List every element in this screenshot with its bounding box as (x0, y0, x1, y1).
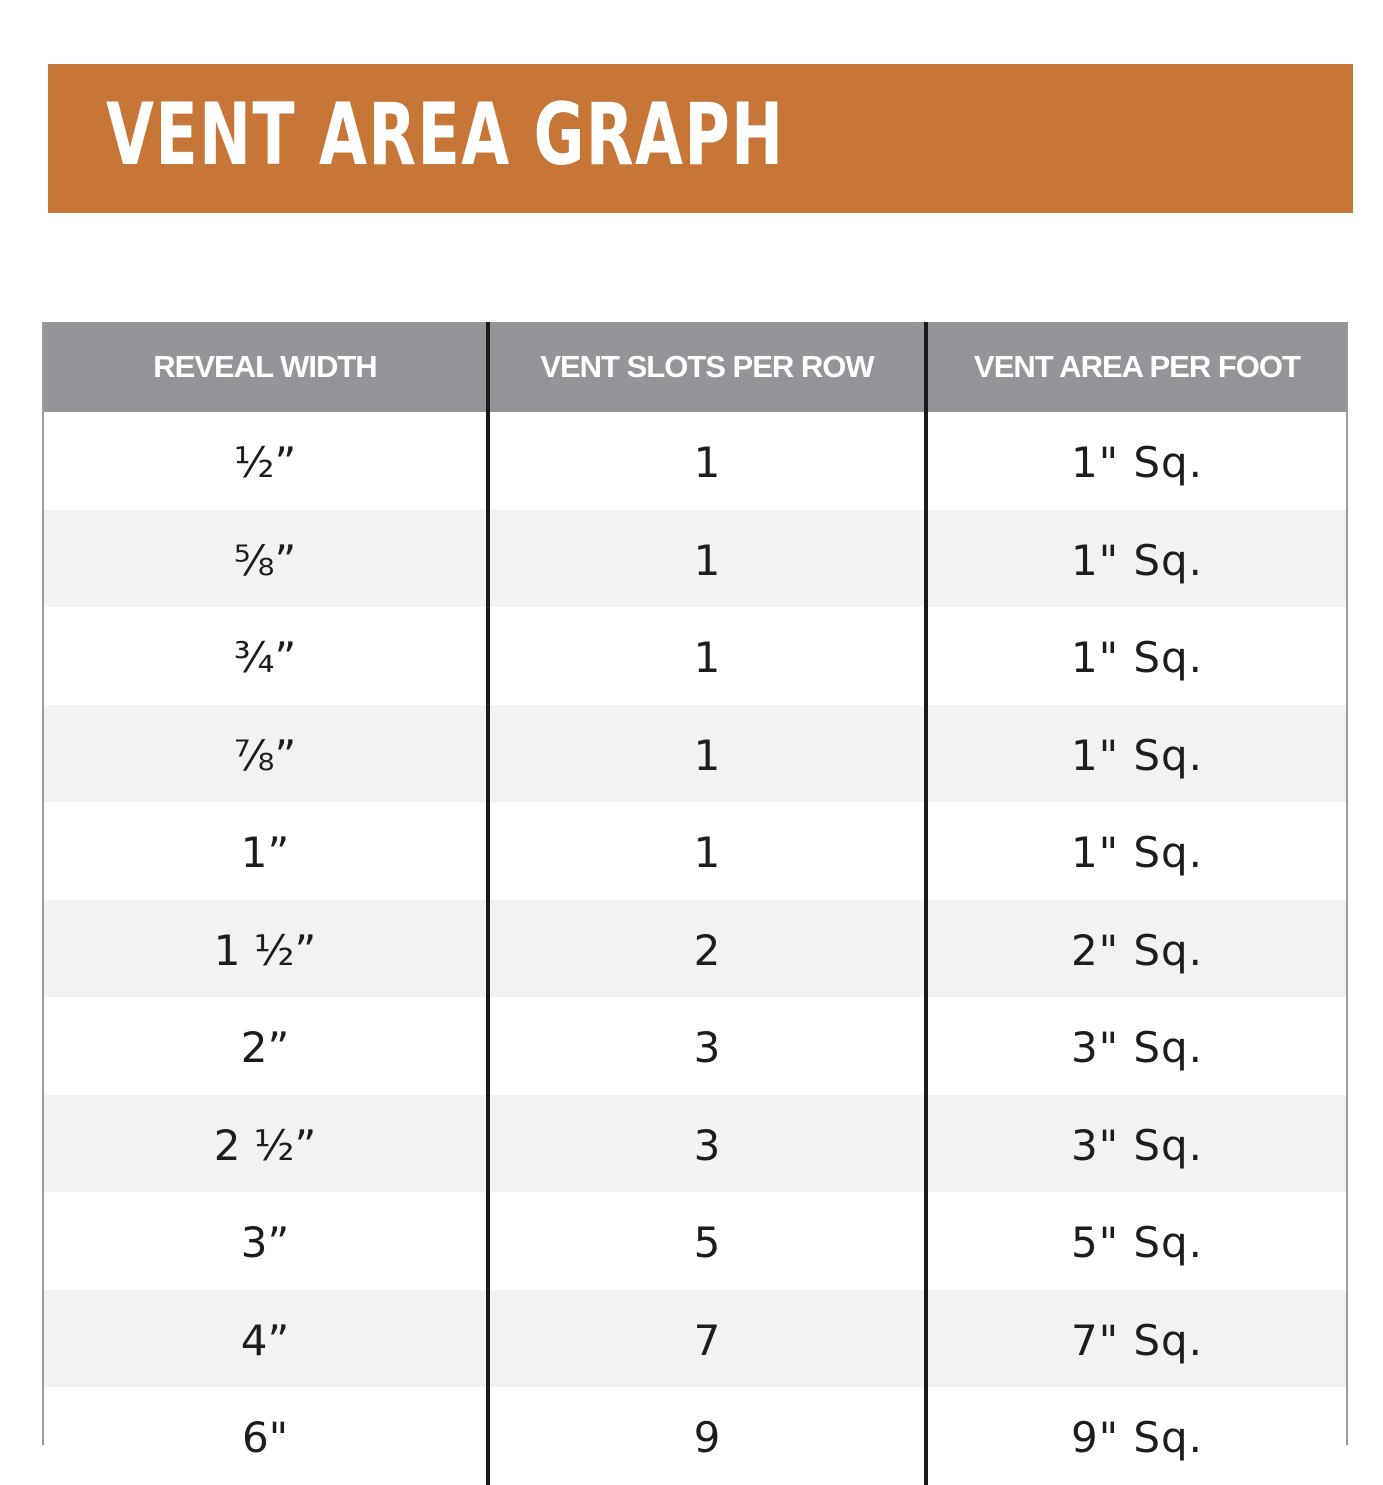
vent-slots-cell: 2 (488, 900, 926, 998)
vent-area-cell: 2" Sq. (926, 900, 1346, 998)
reveal-width-cell: 1” (44, 802, 488, 900)
vent-area-cell: 3" Sq. (926, 997, 1346, 1095)
vent-area-cell: 5" Sq. (926, 1192, 1346, 1290)
vent-slots-cell: 1 (488, 510, 926, 608)
vent-area-cell: 7" Sq. (926, 1290, 1346, 1388)
table-row (44, 1192, 1346, 1290)
reveal-width-cell: 1 ½” (44, 900, 488, 998)
vent-area-cell: 1" Sq. (926, 607, 1346, 705)
table-header (44, 322, 1346, 412)
reveal-width-cell: 4” (44, 1290, 488, 1388)
reveal-width-cell: 3” (44, 1192, 488, 1290)
column-header-vent-slots-per-row: VENT SLOTS PER ROW (488, 322, 926, 412)
vent-area-cell: 1" Sq. (926, 705, 1346, 803)
reveal-width-cell: 6" (44, 1387, 488, 1485)
vent-slots-cell: 3 (488, 997, 926, 1095)
table-row (44, 1095, 1346, 1193)
vent-area-table (44, 322, 1346, 1485)
vent-slots-cell: 1 (488, 705, 926, 803)
column-header-vent-area-per-foot: VENT AREA PER FOOT (926, 322, 1346, 412)
table-row (44, 510, 1346, 608)
vent-slots-cell: 1 (488, 412, 926, 510)
vent-area-cell: 1" Sq. (926, 510, 1346, 608)
vent-area-cell: 9" Sq. (926, 1387, 1346, 1485)
reveal-width-cell: 2” (44, 997, 488, 1095)
table-row (44, 802, 1346, 900)
table-row (44, 705, 1346, 803)
vent-area-cell: 1" Sq. (926, 412, 1346, 510)
vent-slots-cell: 5 (488, 1192, 926, 1290)
reveal-width-cell: ½” (44, 412, 488, 510)
vent-slots-cell: 1 (488, 607, 926, 705)
table-row (44, 997, 1346, 1095)
title-banner (48, 64, 1353, 213)
table-row (44, 1387, 1346, 1485)
reveal-width-cell: ⅞” (44, 705, 488, 803)
vent-slots-cell: 1 (488, 802, 926, 900)
header-row (44, 322, 1346, 412)
table-row (44, 607, 1346, 705)
column-header-reveal-width: REVEAL WIDTH (44, 322, 488, 412)
vent-slots-cell: 7 (488, 1290, 926, 1388)
reveal-width-cell: 2 ½” (44, 1095, 488, 1193)
table-row (44, 1290, 1346, 1388)
vent-slots-cell: 3 (488, 1095, 926, 1193)
page-title: VENT AREA GRAPH (106, 85, 785, 185)
reveal-width-cell: ⅝” (44, 510, 488, 608)
reveal-width-cell: ¾” (44, 607, 488, 705)
table-row (44, 900, 1346, 998)
vent-area-cell: 3" Sq. (926, 1095, 1346, 1193)
vent-slots-cell: 9 (488, 1387, 926, 1485)
table-row (44, 412, 1346, 510)
vent-area-cell: 1" Sq. (926, 802, 1346, 900)
vent-area-table-container (42, 322, 1348, 1463)
table-body (44, 412, 1346, 1485)
